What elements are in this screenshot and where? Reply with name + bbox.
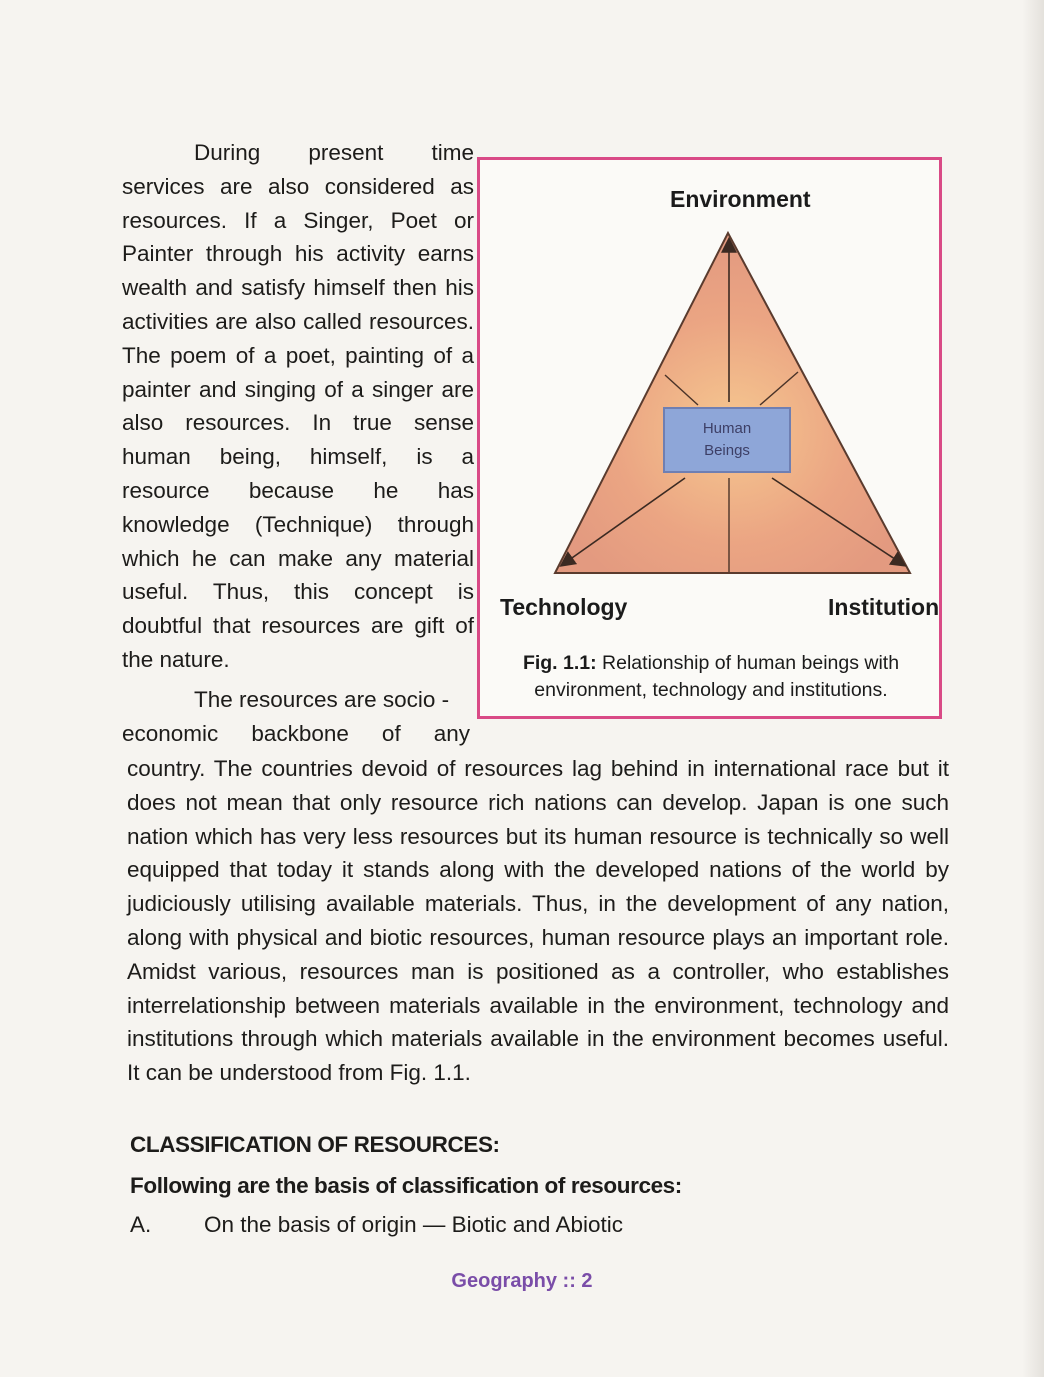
- page-footer: Geography :: 2: [451, 1270, 593, 1292]
- list-item-text: On the basis of origin — Biotic and Abiotic: [204, 1212, 623, 1237]
- section-heading: CLASSIFICATION OF RESOURCES:: [130, 1132, 500, 1157]
- full-width-text: [127, 752, 949, 1090]
- figure-relationship-diagram: [477, 157, 942, 719]
- human-beings-box: [663, 407, 791, 473]
- left-column-text: [122, 136, 474, 750]
- label-technology: Technology: [500, 594, 628, 620]
- paragraph-services-resources: During present time services are also considered as resources. If a Singer, Poet or Painter through his activity earns wealth and satisfy himself then his activities are also called resources. The poem of a poet, painting of a painter and singing of a singer are also resources. In true sense human being, himself, is a resource because he has knowledge (Technique) through which he can make any material useful. Thus, this concept is doubtful that resources are gift of the nature.: [122, 140, 474, 672]
- paragraph-socio-economic-line2: economic backbone of any: [122, 720, 470, 746]
- caption-number: Fig. 1.1:: [522, 652, 597, 674]
- paragraph-socio-economic-start: The resources are socio -: [194, 686, 450, 712]
- label-environment: Environment: [670, 186, 811, 212]
- figure-caption: [480, 650, 942, 704]
- section-subheading: Following are the basis of classification of resources:: [130, 1173, 682, 1198]
- triangle-shape: [555, 233, 910, 573]
- page-edge-shadow: [1022, 0, 1044, 1377]
- list-item-marker: A.: [130, 1212, 152, 1237]
- list-item-a: [130, 1212, 623, 1238]
- paragraph-country-resources: country. The countries devoid of resources lag behind in international race but it does not mean that only resource rich nations can develop. Japan is one such nation which has very less resources but its human resource is technically so well equipped that today it stands along with the developed nations of the world by judiciously utilising available materials. Thus, in the development of any nation, along with physical and biotic resources, human resource plays an important role. Amidst various, resources man is positioned as a controller, who establishes interrelationship between materials available in the environment, technology and institutions through which materials available in the environment becomes useful. It can be understood from Fig. 1.1.: [127, 756, 949, 1086]
- caption-text: Relationship of human beings with environment, technology and institutions.: [534, 652, 900, 701]
- human-beings-line2: Beings: [704, 442, 750, 459]
- human-beings-line1: Human: [702, 420, 752, 437]
- label-institution: Institution: [828, 594, 940, 620]
